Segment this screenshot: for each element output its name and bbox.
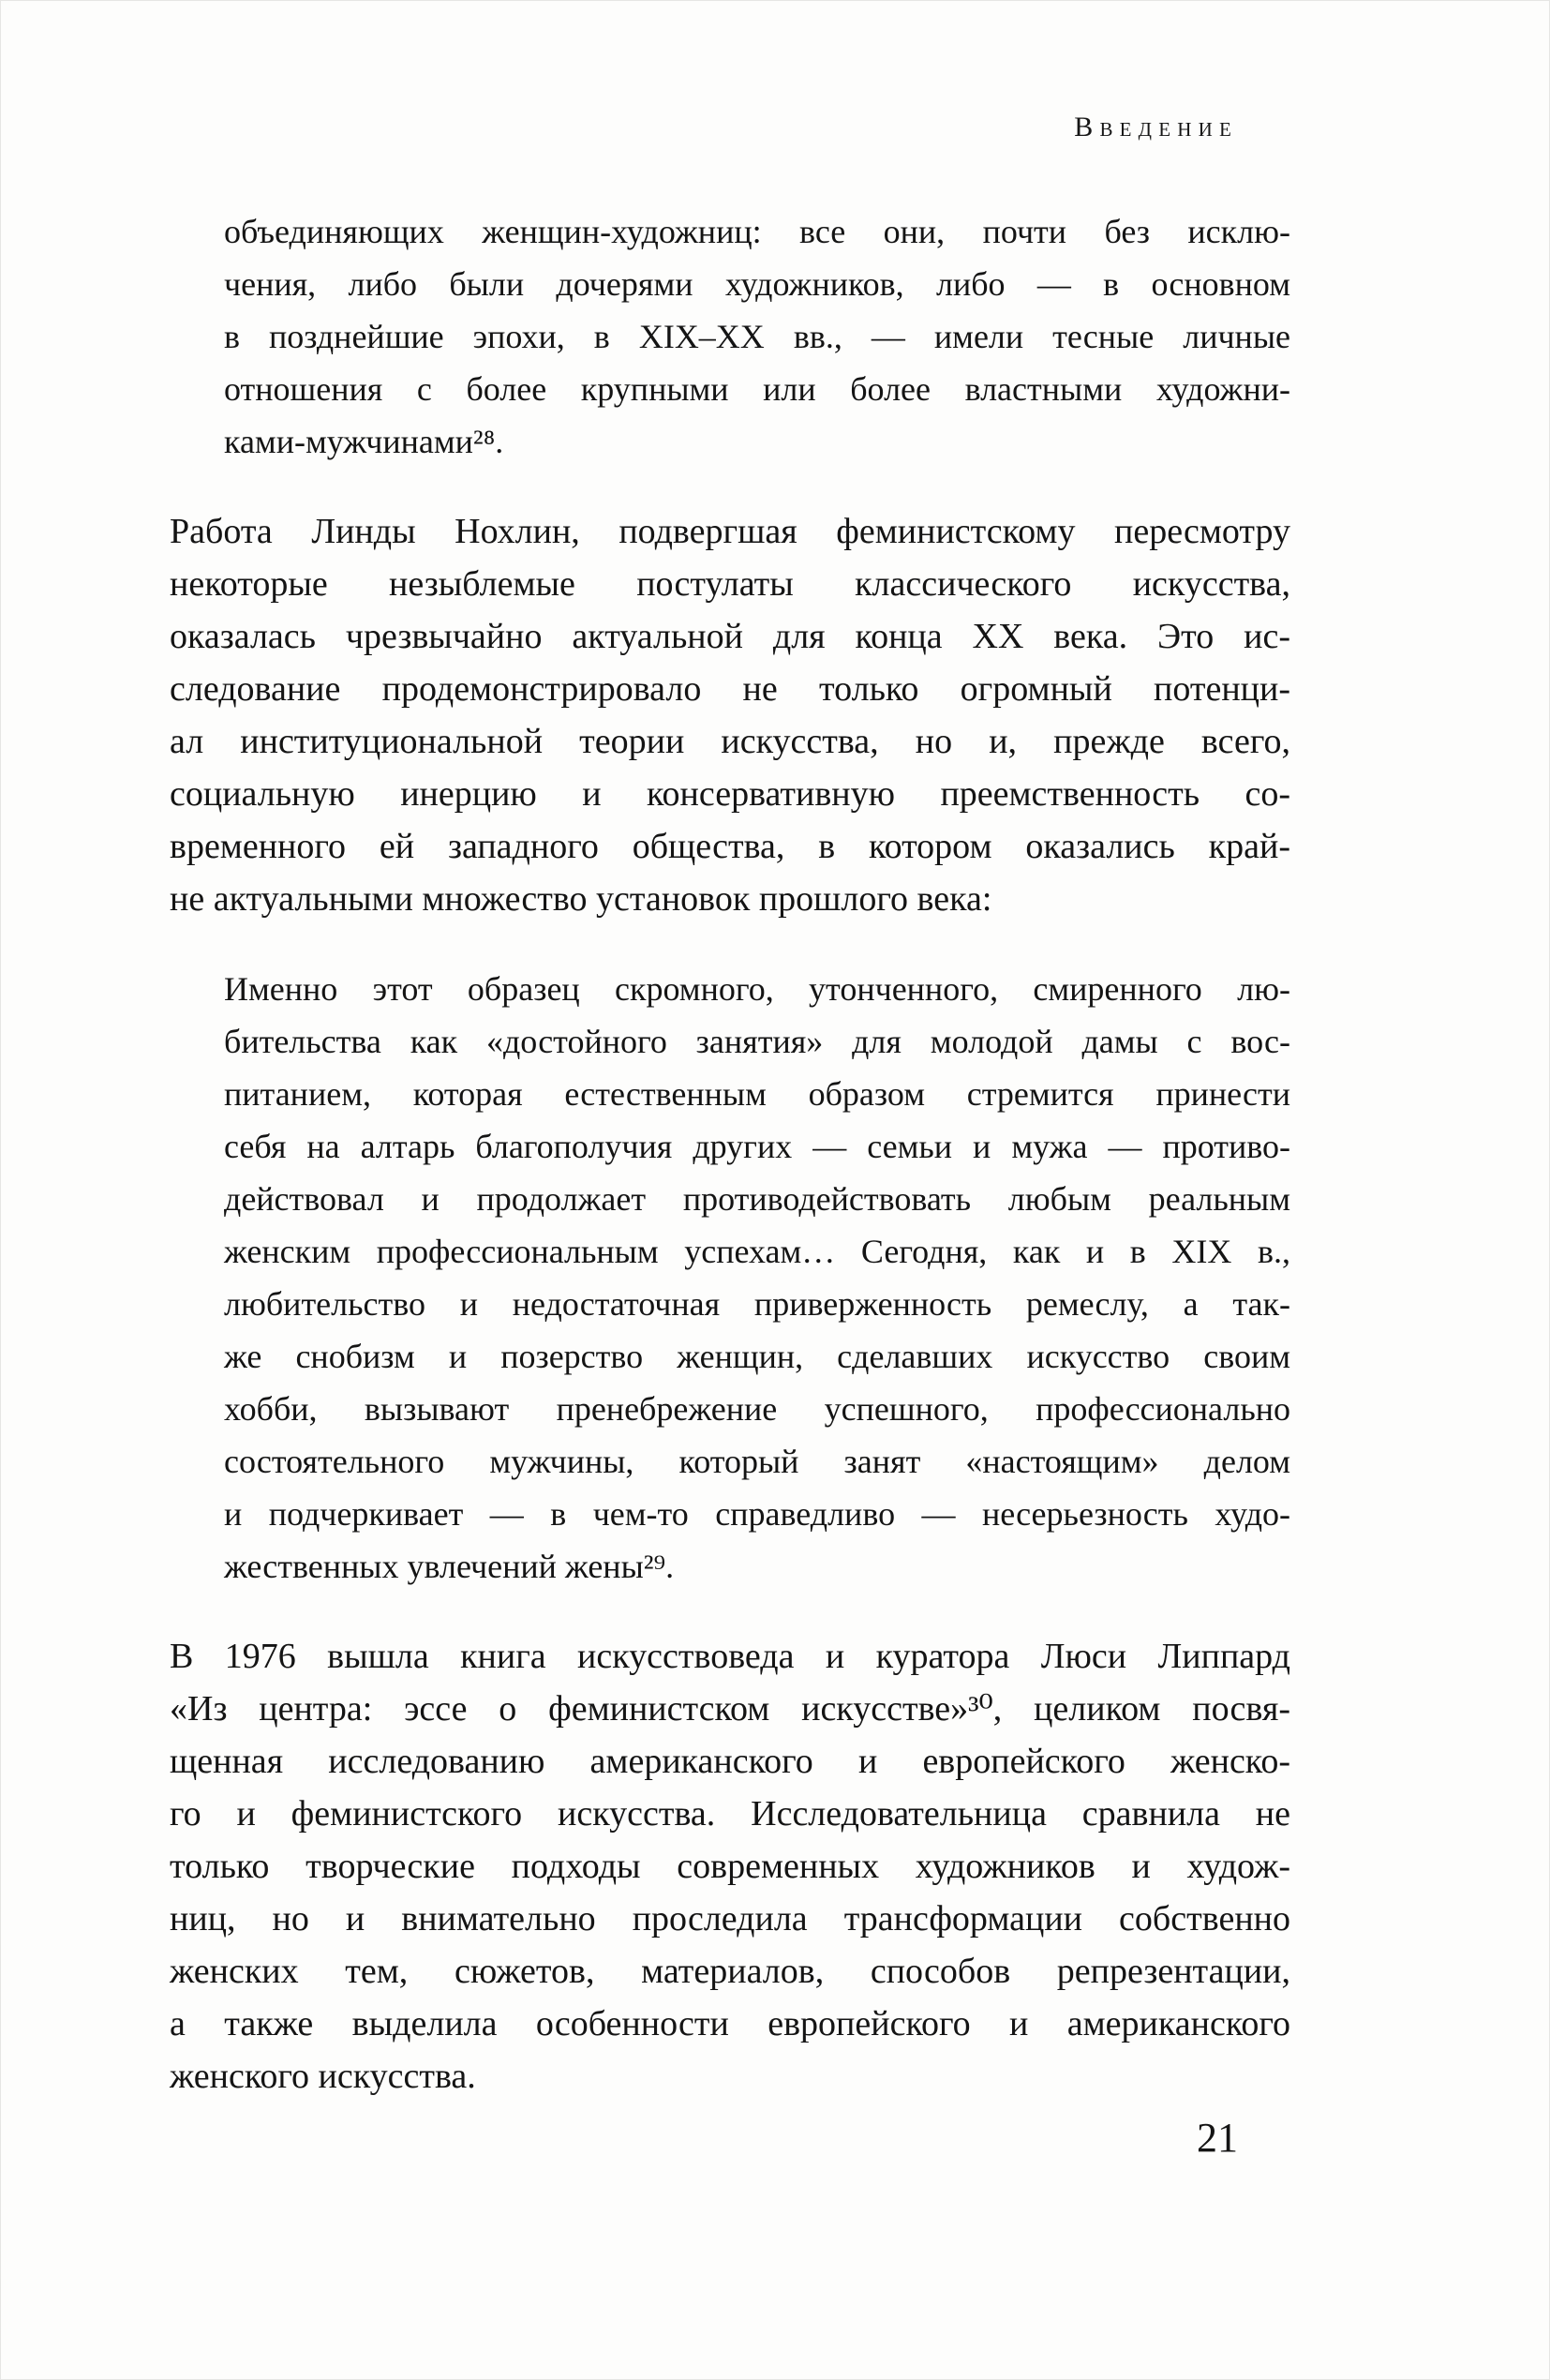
text-line: ками-мужчинами²⁸. — [224, 423, 504, 460]
text-line: некоторые незыблемые постулаты классического искусства, — [170, 564, 1290, 604]
text-line: Именно этот образец скромного, утонченного, смиренного лю- — [224, 970, 1290, 1008]
text-line: же снобизм и позерство женщин, сделавших искусство своим — [224, 1338, 1290, 1375]
block-quote — [224, 205, 1290, 468]
block-quote — [224, 963, 1290, 1593]
text-line: женского искусства. — [170, 2057, 476, 2096]
text-line: временного ей западного общества, в котором оказались край- — [170, 827, 1290, 866]
text-line: в позднейшие эпохи, в XIX–XX вв., — имели тесные личные — [224, 318, 1290, 355]
body-paragraph — [170, 505, 1290, 925]
text-line: не актуальными множество установок прошлого века: — [170, 879, 992, 919]
text-line: социальную инерцию и консервативную преемственность со- — [170, 774, 1290, 814]
text-line: только творческие подходы современных художников и худож- — [170, 1847, 1290, 1886]
text-line: чения, либо были дочерями художников, либо — в основном — [224, 265, 1290, 303]
text-line: следование продемонстрировало не только огромный потенци- — [170, 669, 1290, 709]
page-number: 21 — [1197, 2115, 1238, 2161]
text-line: отношения с более крупными или более властными художни- — [224, 370, 1290, 408]
text-line: и подчеркивает — в чем-то справедливо — несерьезность худо- — [224, 1495, 1290, 1533]
text-line: ниц, но и внимательно проследила трансформации собственно — [170, 1899, 1290, 1938]
text-line: состоятельного мужчины, который занят «настоящим» делом — [224, 1443, 1290, 1480]
text-line: женским профессиональным успехам… Сегодня, как и в XIX в., — [224, 1233, 1290, 1270]
text-line: себя на алтарь благополучия других — семьи и мужа — противо- — [224, 1128, 1290, 1165]
text-line: а также выделила особенности европейского и американского — [170, 2004, 1290, 2043]
text-line: жественных увлечений жены²⁹. — [224, 1548, 675, 1585]
text-line: го и феминистского искусства. Исследовательница сравнила не — [170, 1794, 1290, 1834]
body-paragraph — [170, 1630, 1290, 2103]
text-line: питанием, которая естественным образом стремится принести — [224, 1075, 1290, 1113]
running-head: Введение — [1074, 112, 1238, 142]
text-line: женских тем, сюжетов, материалов, способов репрезентации, — [170, 1952, 1290, 1991]
text-line: «Из центра: эссе о феминистском искусстве»³⁰, целиком посвя- — [170, 1689, 1290, 1729]
text-line: объединяющих женщин-художниц: все они, почти без исклю- — [224, 213, 1290, 250]
text-line: оказалась чрезвычайно актуальной для конца XX века. Это ис- — [170, 617, 1290, 656]
page-content — [170, 205, 1290, 2103]
text-line: любительство и недостаточная приверженность ремеслу, а так- — [224, 1285, 1290, 1323]
text-line: Работа Линды Нохлин, подвергшая феминистскому пересмотру — [170, 512, 1290, 551]
text-line: щенная исследованию американского и европейского женско- — [170, 1742, 1290, 1781]
text-line: бительства как «достойного занятия» для молодой дамы с вос- — [224, 1023, 1290, 1060]
text-line: ал институциональной теории искусства, но и, прежде всего, — [170, 722, 1290, 761]
text-line: хобби, вызывают пренебрежение успешного, профессионально — [224, 1390, 1290, 1428]
text-line: В 1976 вышла книга искусствоведа и куратора Люси Липпард — [170, 1637, 1290, 1676]
text-line: действовал и продолжает противодействовать любым реальным — [224, 1180, 1290, 1218]
